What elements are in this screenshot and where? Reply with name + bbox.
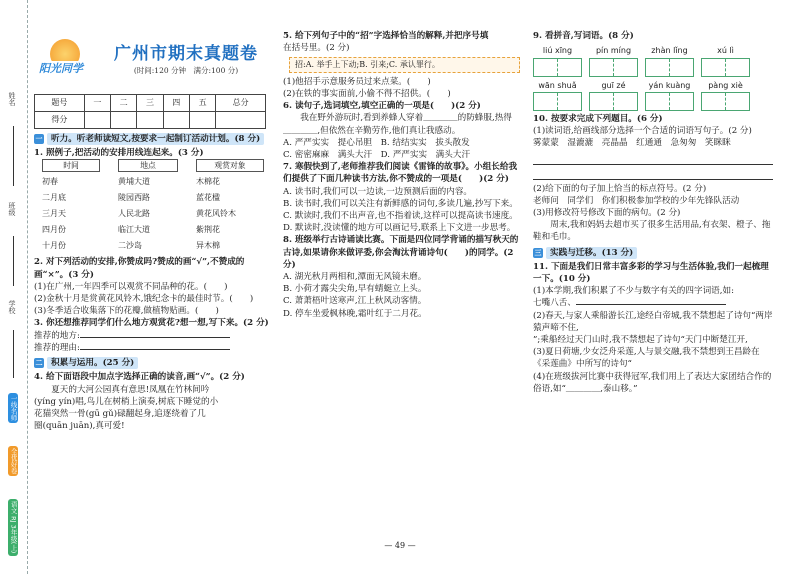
q11-sub2: (2)春天,与家人乘船游长江,途经白帝城,我不禁想起了诗句“两岸猿声啼不住,	[533, 310, 773, 333]
table-header: 总分	[216, 95, 266, 112]
q4-passage-line[interactable]: 夏天的大河公园真有意思!凤凰在竹林间吟	[51, 384, 210, 395]
table-header: 四	[163, 95, 189, 112]
match-place[interactable]: 二沙岛	[118, 241, 142, 251]
question-4: 4. 给下面语段中加点字选择正确的读音,画“√”。(2 分)	[34, 372, 245, 383]
writing-box[interactable]	[533, 58, 582, 77]
table-header: 题号	[35, 95, 85, 112]
match-place[interactable]: 人民北路	[118, 209, 150, 219]
q5-definitions: 招:A. 举手上下动;B. 引来;C. 承认罪行。	[289, 57, 520, 72]
writing-box[interactable]	[589, 58, 638, 77]
section-title: 实践与迁移。(13 分)	[546, 247, 637, 259]
name-label: 姓名	[7, 92, 16, 106]
q5-item[interactable]: (2)在铁的事实面前,小偷不得不招供。( )	[283, 88, 451, 99]
pinyin: pàng xiè	[708, 80, 743, 90]
score-cell[interactable]	[216, 112, 266, 129]
score-cell[interactable]	[189, 112, 215, 129]
school-label: 学校	[7, 300, 16, 314]
brand-seg1: 一线名师	[9, 395, 18, 422]
q10-words: 雾蒙蒙 湿漉漉 亮晶晶 红通通 急匆匆 笑眯眯	[533, 138, 731, 149]
brand-seg2: 全优好卷	[9, 448, 18, 475]
q6-option[interactable]: A. 严严实实 提心吊胆 B. 结结实实 拔头散发	[283, 137, 470, 148]
name-line	[13, 126, 14, 186]
writing-box[interactable]	[701, 92, 750, 111]
class-label: 班级	[7, 202, 16, 216]
q7-option[interactable]: A. 读书时,我们可以一边读,一边预测后面的内容。	[283, 186, 473, 197]
q10-sentence[interactable]: 老师问 同学们 你们积极参加学校的少年先锋队活动	[533, 195, 740, 206]
match-place[interactable]: 临江大道	[118, 225, 150, 235]
binding-spine	[0, 0, 28, 574]
answer-line[interactable]	[533, 168, 773, 180]
question-11: 11. 下面是我们日常丰富多彩的学习与生活体验,我们一起梳理一下。(10 分)	[533, 261, 769, 284]
q2-item[interactable]: (3)冬季适合收集落下的花瓣,做植物贴画。( )	[34, 306, 219, 317]
section-title: 积累与运用。(25 分)	[47, 357, 138, 369]
q3-reason-blank[interactable]	[80, 349, 230, 350]
q7-option[interactable]: B. 读书时,我们可以关注有新鲜感的词句,多读几遍,抄写下来。	[283, 198, 518, 209]
pinyin: wān shuǎ	[538, 80, 577, 90]
question-5: 5. 给下列句子中的“招”字选择恰当的解释,并把序号填	[283, 31, 489, 41]
pinyin: xú lì	[717, 46, 734, 56]
q11-sub3: (3)夏日荷塘,少女泛舟采莲,人与景交融,我不禁想到王昌龄在《采莲曲》中所写的诗句“	[533, 347, 760, 370]
match-flower[interactable]: 木棉花	[196, 177, 220, 187]
score-table	[34, 94, 266, 129]
q8-option[interactable]: C. 萧萧梧叶送寒声,江上秋风动客情。	[283, 296, 427, 307]
section-number: 三	[534, 247, 542, 257]
match-time[interactable]: 三月天	[42, 209, 66, 219]
q10-sub2: (2)给下面的句子加上恰当的标点符号。(2 分)	[533, 183, 707, 194]
writing-grid-row-1	[533, 58, 773, 77]
question-5-cont: 在括号里。(2 分)	[283, 43, 350, 54]
writing-box[interactable]	[701, 58, 750, 77]
writing-box[interactable]	[533, 92, 582, 111]
score-row-label: 得分	[35, 112, 85, 129]
q8-option[interactable]: A. 湖光秋月两相和,潭面无风镜未磨。	[283, 272, 427, 283]
match-time[interactable]: 十月份	[42, 241, 66, 251]
answer-line[interactable]	[533, 153, 773, 165]
pinyin: pín míng	[595, 46, 632, 56]
match-flower[interactable]: 蓝花楹	[196, 193, 220, 203]
section-2-heading	[34, 357, 270, 369]
writing-box[interactable]	[645, 58, 694, 77]
header-banner	[34, 30, 270, 88]
question-8: 8. 班级举行古诗诵读比赛。下面是四位同学背诵的描写秋天的古诗,如果请你来做评委,你会淘汰背诵诗句( )的同学。(2 分)	[283, 235, 519, 270]
brand-seg3: 语文 RJ 3年级(上)	[9, 501, 18, 554]
q6-passage: 我在野外游玩时,看到养蜂人穿着＿＿＿＿的防蜂服,热得＿＿＿＿,但依然在辛勤劳作,他们真让我感动。	[283, 113, 512, 136]
q3-reason-label: 推荐的理由:	[34, 342, 80, 353]
column-right	[533, 30, 773, 395]
matching-grid	[42, 159, 270, 256]
question-7: 7. 寒假快到了,老师推荐我们阅读《雷锋的故事》。小组长给我们提供了下面几种读书方法,你不赞成的一项是( )(2 分)	[283, 162, 518, 185]
match-place[interactable]: 黄埔大道	[118, 177, 150, 187]
q7-option[interactable]: C. 默读时,我们不出声音,也不指着读,这样可以提高读书速度。	[283, 211, 518, 221]
school-line	[13, 330, 14, 378]
pinyin-row-2	[533, 80, 773, 91]
question-9: 9. 看拼音,写词语。(8 分)	[533, 31, 634, 41]
column-head-time: 时间	[42, 159, 100, 172]
writing-grid-row-2	[533, 92, 773, 111]
q3-place-label: 推荐的地方:	[34, 330, 80, 341]
q4-passage-line[interactable]: (yíng yín)唱,鸟儿在树梢上演奏,树底下睡觉的小	[34, 396, 219, 407]
writing-box[interactable]	[589, 92, 638, 111]
q11-sub2-cont: ”;乘船经过天门山时,我不禁想起了诗句“天门中断楚江开,	[533, 334, 748, 345]
q2-item[interactable]: (2)金秋十月是赏黄花风铃木,饿纪念卡的最佳时节。( )	[34, 294, 254, 305]
q7-option[interactable]: D. 默读时,没读懂的地方可以画记号,联系上下文进一步思考。	[283, 223, 516, 234]
match-time[interactable]: 二月底	[42, 193, 66, 203]
q5-item[interactable]: (1)他招手示意服务员过来点菜。( )	[283, 76, 431, 87]
section-number: 二	[35, 358, 43, 368]
table-header: 二	[111, 95, 137, 112]
column-left	[34, 30, 270, 432]
table-header: 一	[84, 95, 110, 112]
page-number: — 49 —	[384, 541, 416, 550]
question-6: 6. 读句子,选词填空,填空正确的一项是( )(2 分)	[283, 101, 481, 112]
match-flower[interactable]: 黄花风铃木	[196, 209, 236, 219]
exam-meta: (时间:120 分钟 满分:100 分)	[133, 65, 239, 75]
q6-option[interactable]: C. 密密麻麻 满头大汗 D. 严严实实 满头大汗	[283, 149, 471, 160]
class-line	[13, 236, 14, 286]
pinyin: yán kuàng	[648, 80, 691, 90]
match-flower[interactable]: 紫荆花	[196, 225, 220, 235]
pinyin: liú xīng	[542, 46, 573, 56]
q11-example: 七嘴八舌、	[533, 298, 576, 309]
q8-option[interactable]: D. 停车坐爱枫林晚,霜叶红于二月花。	[283, 308, 427, 319]
score-cell[interactable]	[137, 112, 163, 129]
score-cell[interactable]	[163, 112, 189, 129]
q4-passage-line[interactable]: 圈(quān juān),真可爱!	[34, 421, 125, 432]
table-header: 三	[137, 95, 163, 112]
logo-text: 阳光同学	[36, 61, 86, 77]
pinyin-row-1	[533, 45, 773, 56]
match-time[interactable]: 四月份	[42, 225, 66, 235]
q11-blank[interactable]	[576, 304, 726, 305]
section-title: 听力。听老师读短文,按要求一起制订活动计划。(8 分)	[47, 133, 264, 145]
q11-sub4: (4)在班级拔河比赛中获得冠军,我们用上了表达大家团结合作的俗语,如“＿＿＿＿,泰山移。”	[533, 371, 772, 394]
writing-box[interactable]	[645, 92, 694, 111]
q11-sub1: (1)本学期,我们积累了不少与数字有关的四字词语,如:	[533, 286, 735, 297]
question-3: 3. 你还想推荐同学们什么地方观赏花?想一想,写下来。(2 分)	[34, 318, 269, 329]
score-cell[interactable]	[111, 112, 137, 129]
column-middle	[283, 30, 520, 320]
section-number: 一	[35, 134, 43, 144]
page-title: 广州市期末真题卷	[114, 43, 258, 64]
pinyin: guī zé	[601, 80, 626, 90]
q2-item[interactable]: (1)在广州,一年四季可以观赏不同品种的花。( )	[34, 281, 228, 292]
question-2: 2. 对下列活动的安排,你赞成吗?赞成的画“√”,不赞成的画“×”。(3 分)	[34, 257, 245, 280]
q10-sub3: (3)用修改符号修改下面的病句。(2 分)	[533, 207, 681, 218]
section-1-heading	[34, 133, 270, 145]
question-1: 1. 照例子,把活动的安排用线连起来。(3 分)	[34, 148, 204, 159]
logo	[34, 35, 102, 83]
q8-option[interactable]: B. 小荷才露尖尖角,早有蜻蜓立上头。	[283, 284, 427, 295]
question-10: 10. 按要求完成下列题目。(6 分)	[533, 113, 663, 124]
spine-brand	[4, 382, 22, 567]
match-time[interactable]: 初春	[42, 177, 58, 187]
match-flower[interactable]: 异木棉	[196, 241, 220, 251]
q10-sub1: (1)读词语,给画线部分选择一个合适的词语写句子。(2 分)	[533, 126, 752, 137]
q3-place-blank[interactable]	[80, 337, 230, 338]
column-head-flower: 观赏对象	[196, 159, 264, 172]
table-header: 五	[189, 95, 215, 112]
match-place[interactable]: 陵园西路	[118, 193, 150, 203]
q4-passage-line[interactable]: 花猫突然一骨(gū gǔ)碌翻起身,追逐绕着了几	[34, 408, 206, 419]
q10-sentence-edit[interactable]: 周末,我和妈妈去超市买了很多生活用品,有衣架、橙子、拖鞋和毛巾。	[533, 220, 771, 243]
column-head-place: 地点	[118, 159, 178, 172]
score-cell[interactable]	[84, 112, 110, 129]
pinyin: zhàn lǐng	[651, 46, 688, 56]
section-3-heading	[533, 247, 773, 259]
